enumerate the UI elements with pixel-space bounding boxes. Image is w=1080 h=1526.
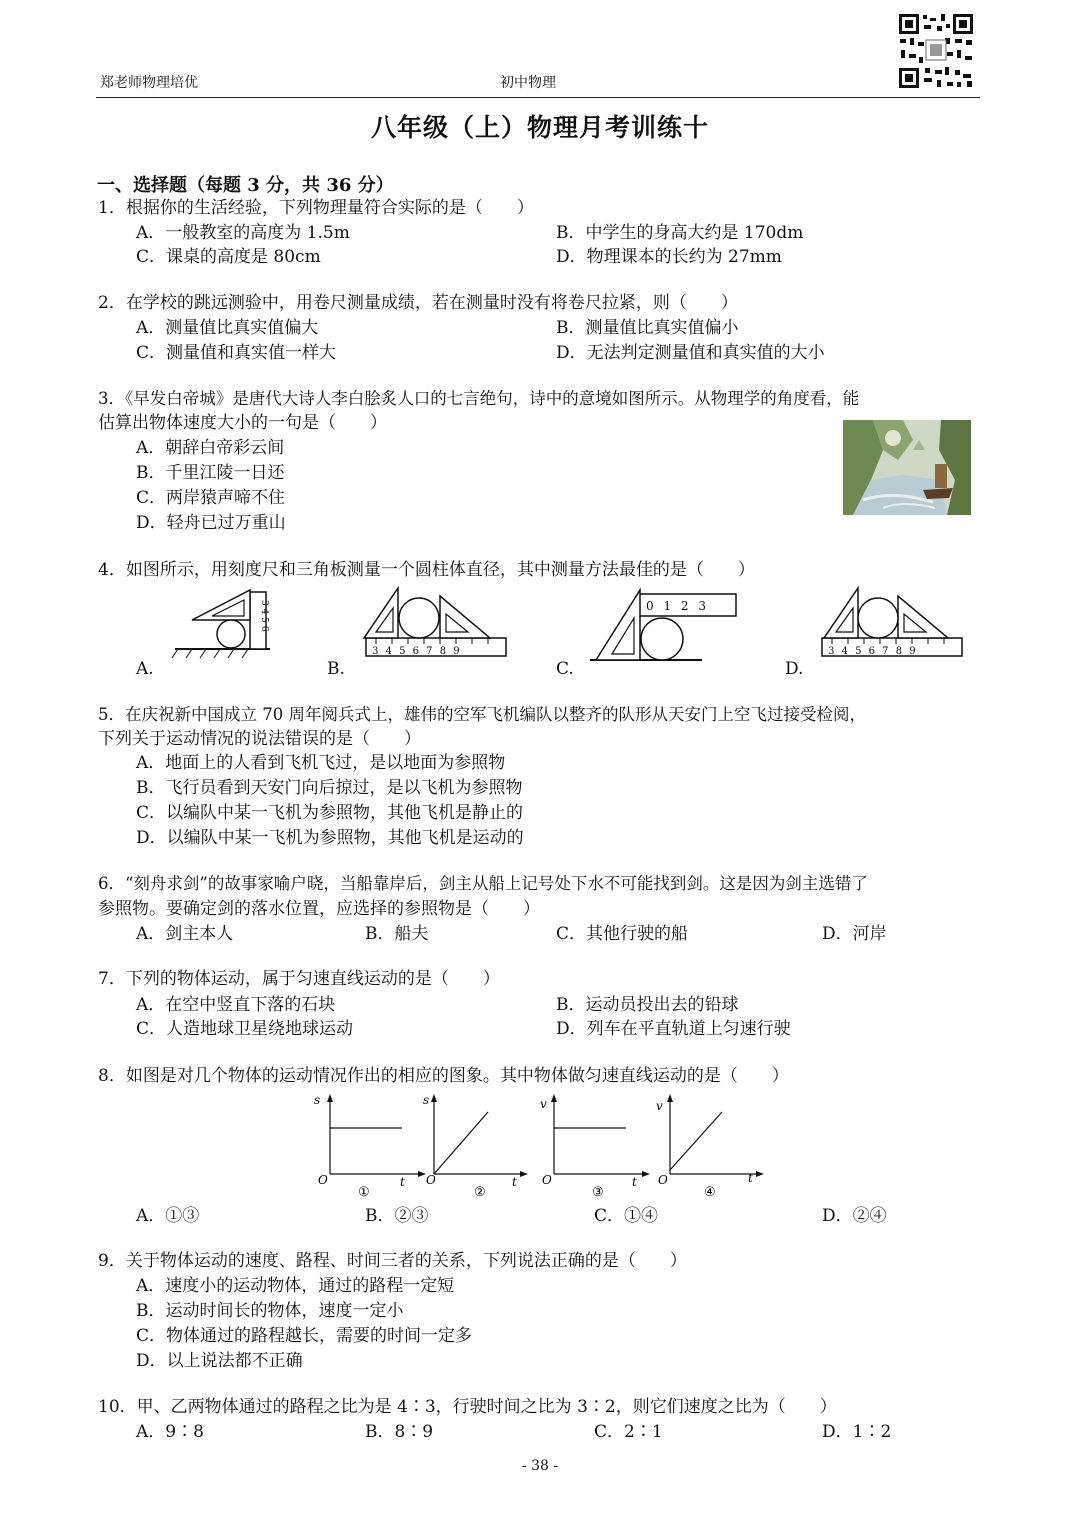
q5-stem-line2: 下列关于运动情况的说法错误的是（ ） <box>98 729 421 749</box>
q8-graph-2 <box>423 1093 528 1200</box>
q3-option-d: D．轻舟已过万重山 <box>136 513 286 533</box>
q8-graph-1-xlabel: t <box>400 1175 405 1189</box>
q8-graph-3-ylabel: v <box>540 1097 547 1111</box>
q3-option-a: A．朝辞白帝彩云间 <box>136 438 285 458</box>
q8-graph-1-origin: O <box>318 1173 328 1187</box>
q10-option-a: A．9∶8 <box>136 1422 204 1442</box>
q4-option-c: C. <box>556 659 574 679</box>
q4-figure-a <box>170 586 280 662</box>
q8-graph-2-origin: O <box>426 1173 436 1187</box>
q4-option-d: D. <box>785 659 804 679</box>
q4-figure-c <box>590 586 740 666</box>
qr-code-icon <box>897 12 975 90</box>
q9-option-c: C．物体通过的路程越长，需要的时间一定多 <box>136 1326 473 1346</box>
q8-graph-4-number: ④ <box>704 1185 716 1200</box>
q8-graph-1-ylabel: s <box>314 1093 321 1107</box>
q7-option-a: A．在空中竖直下落的石块 <box>136 995 336 1015</box>
q1-option-d: D．物理课本的长约为 27mm <box>556 247 782 267</box>
q8-graph-3-origin: O <box>542 1173 552 1187</box>
q4-ruler-d-labels: 3 4 5 6 7 8 9 <box>828 646 918 657</box>
q5-option-b: B．飞行员看到天安门向后掠过，是以飞机为参照物 <box>136 778 523 798</box>
q3-option-b: B．千里江陵一日还 <box>136 463 285 483</box>
q7-option-b: B．运动员投出去的铅球 <box>556 995 739 1015</box>
q3-stem-line1: 3．《早发白帝城》是唐代大诗人李白脍炙人口的七言绝句，诗中的意境如图所示。从物理学的角度看，能 <box>98 389 860 408</box>
q8-option-d: D．②④ <box>822 1206 887 1226</box>
q4-figure-d <box>818 586 966 672</box>
q4-option-a: A. <box>136 659 154 679</box>
q4-option-b: B. <box>327 659 345 679</box>
q7-option-c: C．人造地球卫星绕地球运动 <box>136 1019 354 1039</box>
section-heading: 一、选择题（每题 3 分，共 36 分） <box>97 175 394 196</box>
q2-option-d: D．无法判定测量值和真实值的大小 <box>556 343 825 363</box>
q8-graph-2-number: ② <box>474 1185 486 1200</box>
q8-graph-3 <box>540 1094 650 1200</box>
header-center: 初中物理 <box>500 75 556 91</box>
q8-graph-2-xlabel: t <box>512 1175 517 1189</box>
q4-ruler-c-labels: 0 1 2 3 <box>646 599 709 613</box>
q8-stem: 8．如图是对几个物体的运动情况作出的相应的图象。其中物体做匀速直线运动的是（ ） <box>98 1066 789 1086</box>
q8-graph-1 <box>314 1093 426 1200</box>
q8-option-a: A．①③ <box>136 1206 200 1226</box>
q7-stem: 7．下列的物体运动，属于匀速直线运动的是（ ） <box>98 969 500 989</box>
q6-option-a: A．剑主本人 <box>136 924 234 944</box>
q8-graphs <box>310 1090 780 1202</box>
poem-illustration <box>843 420 971 515</box>
q8-graph-1-number: ① <box>358 1185 370 1200</box>
q9-stem: 9．关于物体运动的速度、路程、时间三者的关系，下列说法正确的是（ ） <box>98 1251 687 1271</box>
q8-graph-3-number: ③ <box>592 1185 604 1200</box>
q10-option-d: D．1∶2 <box>822 1422 892 1442</box>
header-left: 郑老师物理培优 <box>100 75 198 91</box>
q2-option-b: B．测量值比真实值偏小 <box>556 318 739 338</box>
q10-option-c: C．2∶1 <box>594 1422 663 1442</box>
q8-graph-2-ylabel: s <box>423 1093 430 1107</box>
header-rule <box>96 97 980 98</box>
page-title: 八年级（上）物理月考训练十 <box>370 113 709 142</box>
q8-graph-4 <box>656 1094 764 1200</box>
q9-option-b: B．运动时间长的物体，速度一定小 <box>136 1301 404 1321</box>
q6-option-c: C．其他行驶的船 <box>556 924 689 944</box>
q9-option-a: A．速度小的运动物体，通过的路程一定短 <box>136 1276 455 1296</box>
page-number: - 38 - <box>521 1458 559 1474</box>
q6-stem-line1: 6．“刻舟求剑”的故事家喻户晓，当船靠岸后，剑主从船上记号处下水不可能找到剑。这是因为剑主选错了 <box>98 874 868 893</box>
q4-ruler-b-labels: 3 4 5 6 7 8 9 <box>372 646 462 657</box>
q1-option-b: B．中学生的身高大约是 170dm <box>556 223 804 243</box>
q5-option-a: A．地面上的人看到飞机飞过，是以地面为参照物 <box>136 753 506 773</box>
q3-option-c: C．两岸猿声啼不住 <box>136 488 286 508</box>
q6-stem-line2: 参照物。要确定剑的落水位置，应选择的参照物是（ ） <box>98 899 540 919</box>
q7-option-d: D．列车在平直轨道上匀速行驶 <box>556 1019 791 1039</box>
q2-stem: 2．在学校的跳远测验中，用卷尺测量成绩，若在测量时没有将卷尺拉紧，则（ ） <box>98 293 738 313</box>
q5-stem-line1: 5．在庆祝新中国成立 70 周年阅兵式上，雄伟的空军飞机编队以整齐的队形从天安门上空飞过接受检阅， <box>98 705 866 724</box>
q4-figure-b <box>362 586 510 672</box>
q4-ruler-a-labels: 3 4 5 6 <box>259 600 269 632</box>
q8-option-b: B．②③ <box>365 1206 429 1226</box>
q4-stem: 4．如图所示，用刻度尺和三角板测量一个圆柱体直径，其中测量方法最佳的是（ ） <box>98 560 755 580</box>
q5-option-d: D．以编队中某一飞机为参照物，其他飞机是运动的 <box>136 828 524 848</box>
q2-option-c: C．测量值和真实值一样大 <box>136 343 337 363</box>
q8-graph-4-origin: O <box>658 1173 668 1187</box>
q10-stem: 10．甲、乙两物体通过的路程之比为是 4∶3，行驶时间之比为 3∶2，则它们速度之比为（ ） <box>98 1397 837 1417</box>
q8-graph-4-ylabel: v <box>656 1099 663 1113</box>
q8-graph-3-xlabel: t <box>632 1175 637 1189</box>
q10-option-b: B．8∶9 <box>365 1422 434 1442</box>
q5-option-c: C．以编队中某一飞机为参照物，其他飞机是静止的 <box>136 803 524 823</box>
q8-option-c: C．①④ <box>594 1206 659 1226</box>
q1-stem: 1．根据你的生活经验，下列物理量符合实际的是（ ） <box>98 198 534 218</box>
q6-option-b: B．船夫 <box>365 924 429 944</box>
q9-option-d: D．以上说法都不正确 <box>136 1351 303 1371</box>
q2-option-a: A．测量值比真实值偏大 <box>136 318 319 338</box>
q1-option-a: A．一般教室的高度为 1.5m <box>136 223 350 243</box>
q1-option-c: C．课桌的高度是 80cm <box>136 247 321 267</box>
q8-graph-4-xlabel: t <box>748 1171 753 1185</box>
q6-option-d: D．河岸 <box>822 924 887 944</box>
q3-stem-line2: 估算出物体速度大小的一句是（ ） <box>98 413 387 433</box>
